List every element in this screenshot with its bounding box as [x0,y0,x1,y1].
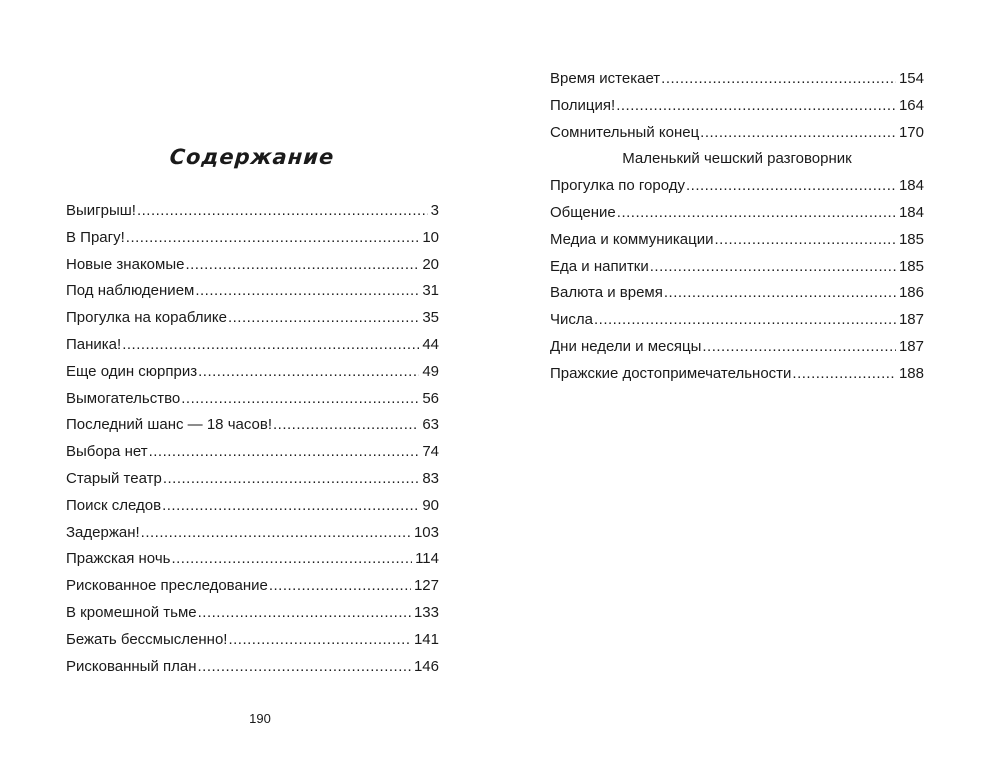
dot-leader [198,363,419,380]
dot-leader [714,231,895,248]
toc-entry [550,311,924,338]
toc-entry-title: Общение [550,203,616,221]
toc-entry [66,443,439,470]
toc-entry [66,550,439,577]
right-page [500,0,1000,769]
dot-leader [162,497,419,514]
toc-entry [66,577,439,604]
toc-entry-title: Старый театр [66,469,162,487]
toc-entry [66,363,439,390]
toc-title: Содержание [168,145,336,169]
toc-entry-page: 188 [898,364,924,382]
toc-entry-page: 90 [422,496,439,514]
toc-entry-title: Прогулка на кораблике [66,309,227,327]
dot-leader [163,470,419,487]
toc-entry-page: 185 [898,257,924,275]
toc-entry [66,416,439,443]
toc-entry [66,256,439,283]
dot-leader [141,524,411,541]
toc-entry-title: Прогулка по городу [550,177,685,195]
toc-entry-title: Новые знакомые [66,255,185,273]
toc-entry-title: Дни недели и месяцы [550,337,702,355]
toc-entry-title: Время истекает [550,70,661,87]
dot-leader [228,309,419,326]
toc-entry-page: 154 [898,70,924,87]
toc-entry [66,631,439,658]
toc-entry-page: 63 [422,416,439,434]
toc-entry-title: Сомнительный конец [550,123,700,141]
toc-entry [550,258,924,285]
toc-entry-page: 184 [898,203,924,221]
toc-entry [66,229,439,256]
toc-entry [550,70,924,97]
dot-leader [792,365,896,382]
toc-entry-title: Еще один сюрприз [66,362,198,380]
toc-entry [66,309,439,336]
toc-entry-page: 186 [898,284,924,302]
toc-entry [66,390,439,417]
toc-entry-title: Последний шанс — 18 часов! [66,416,273,434]
page-number: 190 [249,711,271,726]
toc-entry-title: Числа [550,311,593,329]
toc-entry-page: 56 [422,389,439,407]
toc-entry-title: Паника! [66,335,122,353]
toc-entry [550,365,924,392]
toc-entry-page: 127 [413,577,439,595]
toc-entry-title: Медиа и коммуникации [550,230,714,248]
toc-entry [550,338,924,365]
toc-entry [550,177,924,204]
toc-entry-page: 74 [422,443,439,461]
toc-entry [550,284,924,311]
dot-leader [700,124,896,141]
toc-entry-page: 35 [422,309,439,327]
toc-entry-page: 187 [898,311,924,329]
toc-entry-page: 44 [422,335,439,353]
dot-leader [661,70,896,87]
toc-entry-title: Полиция! [550,96,616,114]
toc-list-left [66,202,439,684]
toc-entry-title: Вымогательство [66,389,181,407]
dot-leader [273,416,419,433]
toc-entry-title: Выигрыш! [66,202,136,219]
toc-entry-page: 83 [422,469,439,487]
dot-leader [122,336,419,353]
toc-list-right [550,70,924,392]
toc-entry [66,470,439,497]
dot-leader [195,282,419,299]
toc-entry-title: Еда и напитки [550,257,649,275]
toc-entry-page: 133 [413,603,439,621]
dot-leader [198,658,411,675]
dot-leader [269,577,411,594]
toc-entry-title: В кромешной тьме [66,603,197,621]
toc-entry [66,524,439,551]
toc-entry-page: 184 [898,177,924,195]
dot-leader [185,256,419,273]
dot-leader [181,390,419,407]
dot-leader [171,550,412,567]
dot-leader [686,177,896,194]
toc-entry-page: 164 [898,96,924,114]
dot-leader [616,97,896,114]
toc-entry [550,97,924,124]
toc-entry-page: 3 [430,202,439,219]
toc-entry-title: Бежать бессмысленно! [66,630,228,648]
toc-entry-page: 103 [413,523,439,541]
dot-leader [664,284,896,301]
toc-entry-page: 141 [413,630,439,648]
toc-entry-title: Выбора нет [66,443,148,461]
dot-leader [594,311,896,328]
toc-entry-page: 10 [422,228,439,246]
toc-entry-page: 49 [422,362,439,380]
toc-entry [66,282,439,309]
dot-leader [228,631,411,648]
toc-entry-title: Под наблюдением [66,282,195,300]
toc-entry-title: Рискованное преследование [66,577,268,595]
toc-entry-title: Задержан! [66,523,140,541]
toc-entry [66,497,439,524]
toc-entry [550,204,924,231]
toc-entry-title: Пражская ночь [66,550,171,568]
toc-entry-page: 185 [898,230,924,248]
toc-entry [66,604,439,631]
toc-entry-title: В Прагу! [66,228,125,246]
toc-entry [550,124,924,151]
toc-entry [550,231,924,258]
toc-entry [66,336,439,363]
toc-entry-page: 146 [413,657,439,675]
toc-entry-page: 114 [415,550,439,568]
dot-leader [198,604,411,621]
toc-entry-page: 170 [898,123,924,141]
section-heading: Маленький чешский разговорник [622,150,852,168]
toc-entry-title: Валюта и время [550,284,663,302]
dot-leader [149,443,420,460]
toc-entry-title: Поиск следов [66,496,162,514]
dot-leader [137,202,428,219]
toc-entry-title: Пражские достопримечательности [550,364,792,382]
dot-leader [617,204,896,221]
toc-entry [66,658,439,685]
dot-leader [126,229,420,246]
toc-entry-title: Рискованный план [66,657,197,675]
dot-leader [650,258,896,275]
toc-entry-page: 187 [898,337,924,355]
toc-entry-page: 31 [422,282,439,300]
dot-leader [702,338,896,355]
toc-entry-page: 20 [422,255,439,273]
toc-entry [66,202,439,229]
